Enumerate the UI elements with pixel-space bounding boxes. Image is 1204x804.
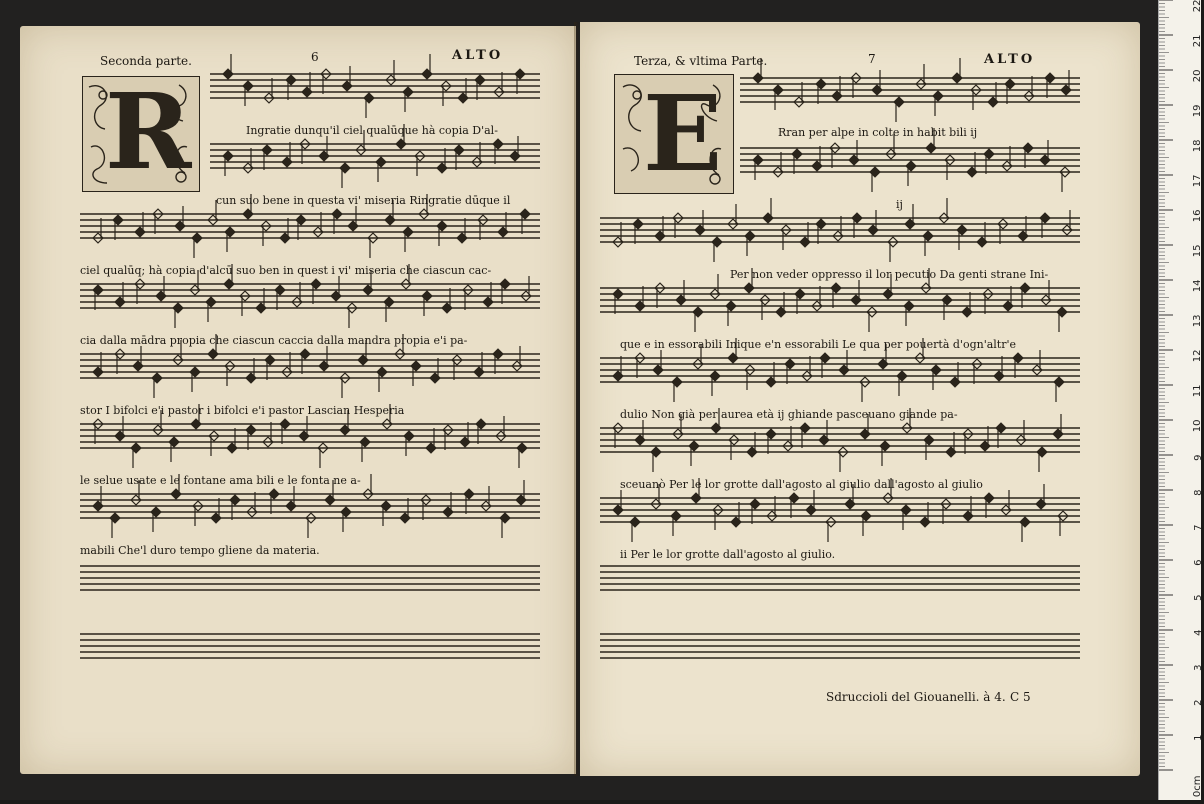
ruler-number: 22 [1192,0,1204,13]
lyric-line: Per non veder oppresso il lor pecutio Da genti strane Ini- [730,268,1049,281]
ruler-number: 4 [1192,629,1204,636]
ruler-number: 21 [1192,34,1204,48]
ruler-number: 1 [1192,734,1204,741]
ruler-number: 19 [1192,104,1204,118]
lyric-line: ij [896,198,903,211]
footer-title: Sdruccioli del Giouanelli. à 4. [826,690,1006,704]
ruler-number: 12 [1192,349,1204,363]
ruler-number: 10 [1192,419,1204,433]
lyric-line: cun suo bene in questa vi' miseria Ringratie dūque il [216,194,511,207]
lyric-line: ciel qualūq; hà copia d'alcū suo ben in quest i vi' miseria che ciascun cac- [80,264,492,277]
ruler-number: 18 [1192,139,1204,153]
ruler-number: 9 [1192,454,1204,461]
ruler-unit-label: 0cm [1192,775,1204,798]
staff [740,58,1080,122]
staff [80,566,540,590]
staff [80,634,540,658]
lyric-line: mabili Che'l duro tempo gliene da materia. [80,544,320,557]
right-page-number: 7 [868,52,876,66]
staff [210,54,540,118]
lyric-line: ii Per le lor grotte dall'agosto al giulio. [620,548,836,561]
lyric-line: Ingratie dunqu'il ciel qualūque hà copia D'al- [246,124,498,137]
lyric-line: cia dalla mādra propia che ciascun caccia dalla mandra propia e'i pa- [80,334,468,347]
staff [600,198,1080,262]
lyric-line: le selue usate e le fontane ama bili e le fonta ne a- [80,474,361,487]
right-voice-label: ALTO [984,52,1036,67]
initial-letter: R [105,70,192,193]
ruler-number: 11 [1192,384,1204,398]
measurement-ruler [1158,0,1204,800]
right-section-title: Terza, & vltima Parte. [634,54,768,68]
ruler-number: 7 [1192,524,1204,531]
lyric-line: sceuanò Per le lor grotte dall'agosto al giulio dall'agosto al giulio [620,478,983,491]
left-music-staves [20,26,576,774]
ruler-number: 17 [1192,174,1204,188]
lyric-line: dulio Non già per aurea età ij ghiande pasceuano giande pa- [620,408,958,421]
left-section-title: Seconda parte. [100,54,192,68]
ruler-number: 8 [1192,489,1204,496]
ruler-number: 15 [1192,244,1204,258]
lyric-line: Rran per alpe in colte in habit bili ij [778,126,978,139]
ruler-number: 13 [1192,314,1204,328]
left-page-number: 6 [311,50,319,64]
staff [600,634,1080,658]
ruler-number: 2 [1192,699,1204,706]
staff [600,566,1080,590]
ruler-number: 6 [1192,559,1204,566]
ruler-number: 16 [1192,209,1204,223]
ruler-number: 5 [1192,594,1204,601]
lyric-line: stor I bifolci e'i pastor i bifolci e'i pastor Lascian Hesperia [80,404,405,417]
footer-signature: C 5 [1010,690,1031,704]
ruler-number: 14 [1192,279,1204,293]
right-page [580,22,1140,776]
initial-letter: E [643,72,723,195]
lyric-line: que e in essorabili Inique e'n essorabili Le qua per pouertà d'ogn'altr'e [620,338,1017,351]
ruler-number: 20 [1192,69,1204,83]
left-voice-label: ALTO [452,48,504,63]
ruler-number: 3 [1192,664,1204,671]
left-page [20,26,576,774]
ruler-ticks [1159,0,1201,800]
